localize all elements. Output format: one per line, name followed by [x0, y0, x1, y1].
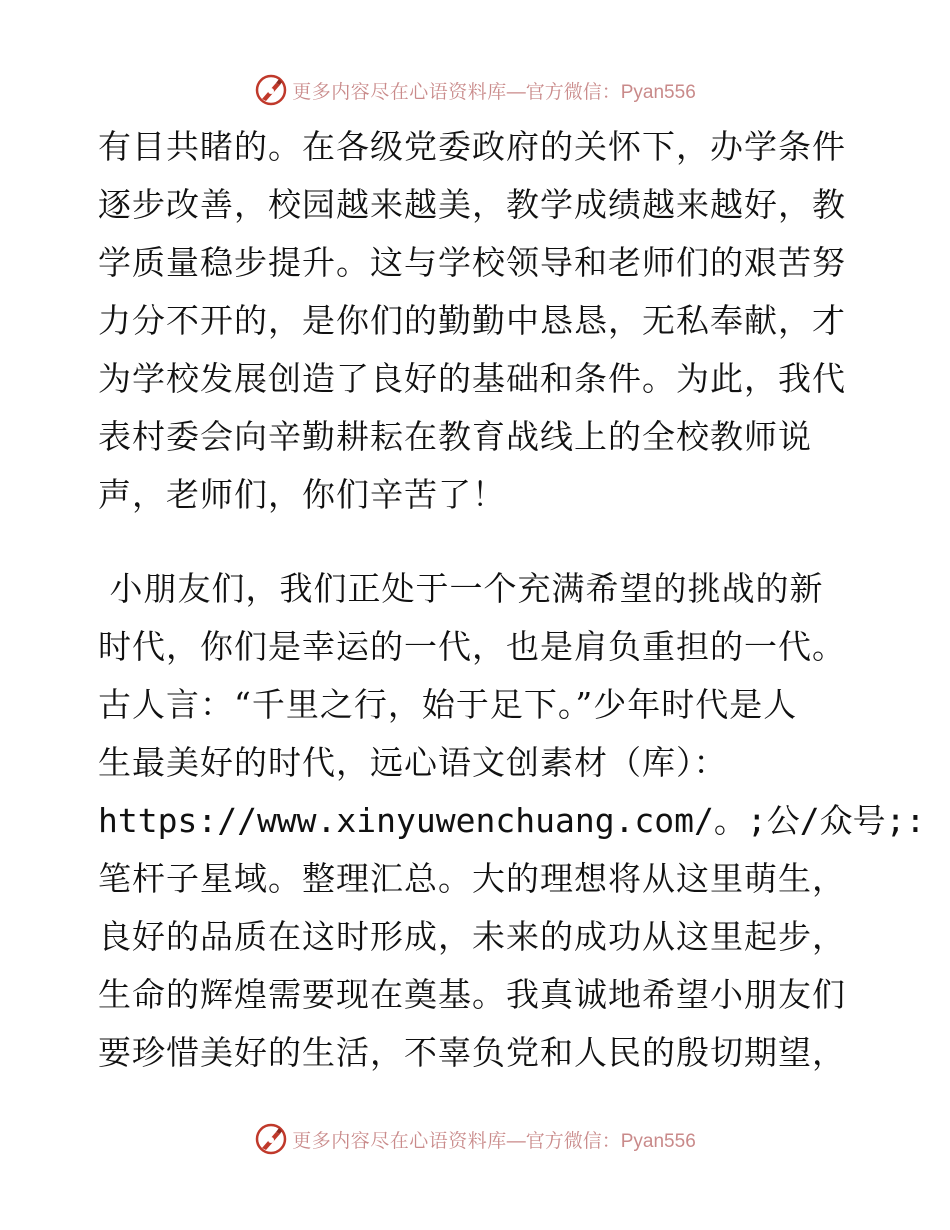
paragraph-2-url-line: https://www.xinyuwenchuang.com/。;公/众号;:	[98, 801, 926, 840]
paragraph-2-line: 古人言：“千里之行，始于足下。”少年时代是人	[98, 685, 798, 724]
pen-logo-icon	[254, 1122, 288, 1156]
paragraph-2-line: 小朋友们，我们正处于一个充满希望的挑战的新	[98, 569, 824, 608]
footer-site-text: 更多内容尽在心语资料库	[292, 1129, 507, 1152]
paragraph-2-line: 良好的品质在这时形成，未来的成功从这里起步，	[98, 917, 846, 956]
paragraph-1-line: 力分不开的，是你们的勤勤中恳恳，无私奉献，才	[98, 301, 846, 340]
paragraph-2-line: 笔杆子星域。整理汇总。大的理想将从这里萌生，	[98, 859, 846, 898]
paragraph-1-line: 声，老师们，你们辛苦了！	[98, 475, 506, 514]
header-site-text: 更多内容尽在心语资料库	[292, 80, 507, 103]
paragraph-1-line: 为学校发展创造了良好的基础和条件。为此，我代	[98, 359, 846, 398]
paragraph-1-line: 表村委会向辛勤耕耘在教育战线上的全校教师说	[98, 417, 812, 456]
document-body	[98, 118, 926, 1082]
paragraph-1-line: 学质量稳步提升。这与学校领导和老师们的艰苦努	[98, 243, 846, 282]
header-banner	[0, 73, 950, 107]
paragraph-2-line: 要珍惜美好的生活，不辜负党和人民的殷切期望，	[98, 1033, 846, 1072]
footer-wechat-text: —官方微信：Pyan556	[506, 1130, 696, 1152]
paragraph-spacer	[98, 524, 858, 560]
paragraph-1-line: 有目共睹的。在各级党委政府的关怀下，办学条件	[98, 127, 846, 166]
footer-banner	[0, 1122, 950, 1156]
paragraph-2-line: 生命的辉煌需要现在奠基。我真诚地希望小朋友们	[98, 975, 846, 1014]
header-wechat-text: —官方微信：Pyan556	[506, 81, 696, 103]
pen-logo-icon	[254, 73, 288, 107]
paragraph-2-line: 时代，你们是幸运的一代，也是肩负重担的一代。	[98, 627, 846, 666]
paragraph-1-line: 逐步改善，校园越来越美，教学成绩越来越好，教	[98, 185, 846, 224]
paragraph-2-line: 生最美好的时代，远心语文创素材（库）：	[98, 743, 728, 782]
